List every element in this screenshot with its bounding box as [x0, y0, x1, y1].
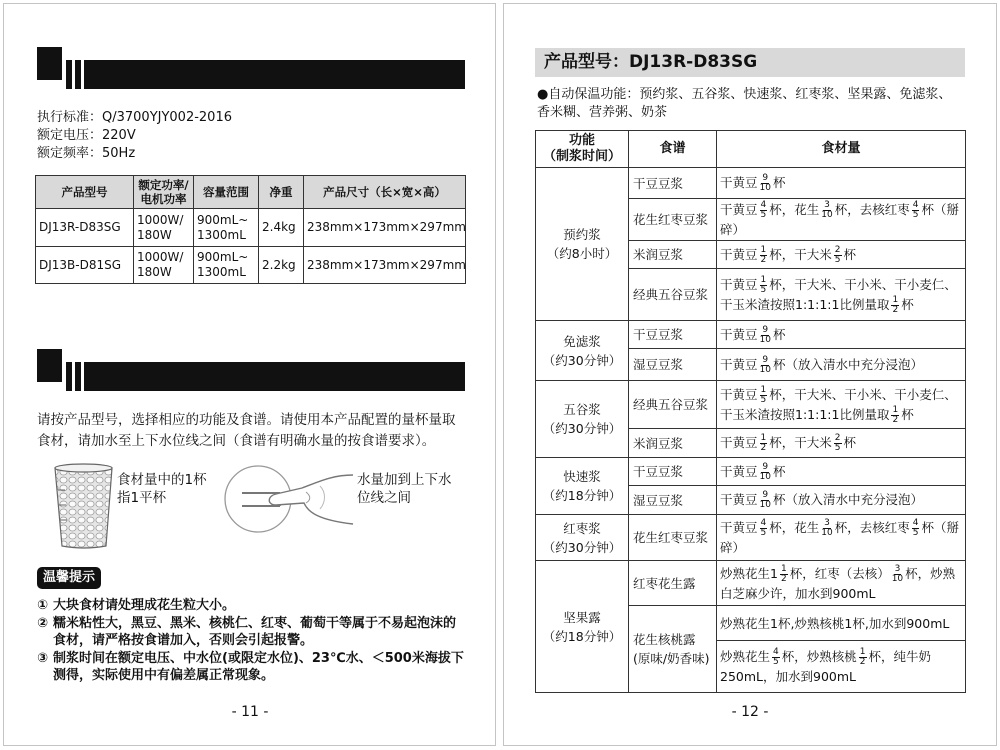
fraction-numerator: 1 [760, 433, 767, 443]
fraction-denominator: 5 [773, 657, 779, 667]
ingredient-text: 杯 [901, 406, 914, 422]
fraction-numerator: 9 [762, 173, 769, 183]
ingredient-text: 杯，纯牛奶250mL，加水到900mL [720, 649, 932, 684]
ingredient-amount-cell [717, 199, 966, 241]
header-recipe: 食谱 [629, 131, 717, 168]
ingredient-amount-cell [717, 515, 966, 561]
fraction-numerator: 1 [892, 294, 899, 305]
function-cell: 五谷浆 （约30分钟） [536, 381, 629, 458]
fraction-numerator: 1 [892, 404, 899, 415]
fraction [760, 519, 768, 538]
ingredient-amount-cell [717, 458, 966, 486]
ingredient-text: 炒熟花生 [720, 649, 771, 664]
ingredient-text: 杯 [843, 246, 857, 262]
fraction-denominator: 2 [859, 657, 866, 667]
recipe-name-cell: 干豆豆浆 [629, 168, 717, 199]
tip-item [37, 650, 467, 685]
ingredient-text: 杯，干大米 [769, 435, 832, 450]
fraction [760, 201, 768, 220]
fraction [760, 174, 771, 193]
tips-list [37, 597, 467, 685]
model-table-cell: 900mL~ 1300mL [194, 209, 259, 247]
fraction [780, 565, 788, 584]
model-table-header-cell: 额定功率/ 电机功率 [134, 176, 194, 209]
ingredient-amount-cell [717, 606, 966, 641]
recipe-name-cell: 干豆豆浆 [629, 458, 717, 486]
tip-marker: ③ [37, 650, 49, 666]
spec-list [37, 109, 232, 163]
header-function: 功能 （制浆时间） [536, 131, 629, 168]
ingredient-text: 杯，干大米 [769, 246, 832, 262]
fraction [821, 519, 832, 538]
fraction-numerator: 9 [762, 490, 769, 500]
recipe-name-cell: 米润豆浆 [629, 241, 717, 269]
fraction-denominator: 2 [892, 304, 899, 315]
fraction-numerator: 4 [773, 647, 779, 657]
bar-stripe [72, 362, 75, 391]
ingredient-amount-cell [717, 486, 966, 515]
tip-marker: ② [37, 615, 49, 631]
recipe-name-cell: 米润豆浆 [629, 429, 717, 458]
ingredient-amount-cell [717, 321, 966, 349]
fraction [760, 326, 771, 345]
model-table-cell: 2.2kg [259, 247, 304, 284]
ingredient-amount-cell [717, 269, 966, 321]
function-cell: 免滤浆 （约30分钟） [536, 321, 629, 381]
tip-text: 制浆时间在额定电压、中水位(或限定水位)、23℃水、＜500米海拔下测得，实际使用中有偏差属正常现象。 [53, 650, 464, 683]
fraction-numerator: 9 [762, 324, 769, 335]
ingredient-amount-cell [717, 381, 966, 429]
recipe-row [536, 515, 966, 561]
bar-stripe [81, 60, 84, 89]
bar-stripe [72, 60, 75, 89]
fraction-denominator: 5 [912, 528, 919, 538]
fraction-numerator: 1 [859, 647, 866, 657]
fraction-denominator: 10 [759, 500, 771, 510]
model-table-cell: 2.4kg [259, 209, 304, 247]
bar-stripe [81, 362, 84, 391]
fraction-numerator: 1 [760, 244, 767, 255]
tip-marker: ① [37, 598, 49, 613]
model-table-cell: 1000W/ 180W [134, 209, 194, 247]
fraction [834, 434, 842, 453]
fraction-numerator: 4 [760, 518, 767, 528]
ingredient-text: 杯 [772, 326, 786, 342]
page-number: - 11 - [231, 704, 269, 720]
fraction-denominator: 2 [780, 573, 787, 584]
fraction-denominator: 5 [760, 210, 767, 220]
ingredient-text: 杯 [772, 463, 786, 479]
recipe-name-cell: 花生核桃露 (原味/奶香味) [629, 606, 717, 693]
chapter-square-mark [37, 47, 62, 80]
ingredient-text: 杯（放入清水中充分浸泡） [772, 492, 923, 507]
fraction [912, 201, 920, 220]
model-header-bar: 产品型号：DJ13R-D83SG [535, 48, 965, 77]
recipe-table-header-row [536, 131, 966, 168]
ingredient-text: 干黄豆 [720, 326, 758, 342]
fraction [892, 565, 903, 584]
fraction-denominator: 5 [834, 254, 841, 265]
ingredient-text: 干黄豆 [720, 463, 758, 479]
fraction [760, 276, 768, 295]
model-table-row [36, 209, 466, 247]
fraction-numerator: 2 [834, 244, 841, 255]
model-table-row [36, 247, 466, 284]
fraction [859, 648, 867, 667]
ingredient-text: 杯，炒熟白芝麻少许，加水到900mL [720, 565, 956, 601]
ingredient-text: 杯 [772, 175, 786, 190]
ingredient-text: 杯，干大米、干小米、干小麦仁、干玉米渣按照1:1:1:1比例量取 [720, 386, 957, 422]
ingredient-text: 杯，红枣（去核） [789, 565, 890, 581]
function-cell: 坚果露 （约18分钟） [536, 561, 629, 693]
fraction-denominator: 10 [891, 573, 904, 584]
recipe-table [535, 130, 966, 693]
ingredient-text: 杯，花生 [769, 520, 820, 535]
fraction [772, 648, 780, 667]
fraction-numerator: 9 [762, 461, 769, 472]
recipe-name-cell: 湿豆豆浆 [629, 349, 717, 381]
model-table-cell: DJ13R-D83SG [36, 209, 134, 247]
ingredient-text: 杯，干大米、干小米、干小麦仁、干玉米渣按照1:1:1:1比例量取 [720, 276, 957, 312]
model-table-cell: 238mm×173mm×297mm [304, 247, 466, 284]
ingredient-text: 杯，去核红枣 [834, 202, 910, 217]
fraction-denominator: 2 [760, 254, 767, 265]
recipe-row [536, 561, 966, 606]
ingredient-text: 杯（掰碎） [720, 520, 959, 555]
model-table-header-cell: 净重 [259, 176, 304, 209]
spec-voltage: 额定电压：220V [37, 128, 136, 143]
fraction [760, 246, 768, 265]
ingredient-text: 杯（掰碎） [720, 202, 959, 237]
model-table-cell: 238mm×173mm×297mm [304, 209, 466, 247]
model-table-cell: 900mL~ 1300mL [194, 247, 259, 284]
ingredient-amount-cell [717, 429, 966, 458]
fraction-denominator: 5 [760, 394, 767, 405]
water-level-caption: 水量加到上下水 位线之间 [357, 472, 452, 506]
auto-keep-warm-note: ●自动保温功能：预约浆、五谷浆、快速浆、红枣浆、坚果露、免滤浆、香米糊、营养粥、奶茶 [537, 87, 952, 120]
recipe-row [536, 381, 966, 429]
ingredient-text: 杯（放入清水中充分浸泡） [772, 356, 923, 372]
fraction-numerator: 3 [824, 518, 830, 528]
ingredient-text: 干黄豆 [720, 435, 758, 450]
ingredient-text: 干黄豆 [720, 386, 758, 402]
fraction-numerator: 4 [912, 518, 919, 528]
ingredient-text: 干黄豆 [720, 356, 758, 372]
fraction [760, 434, 768, 453]
fraction-denominator: 10 [759, 364, 771, 375]
ingredient-text: 干黄豆 [720, 492, 758, 507]
fraction [760, 356, 771, 375]
ingredient-amount-cell [717, 168, 966, 199]
model-table-header-cell: 产品尺寸（长×宽×高） [304, 176, 466, 209]
recipe-name-cell: 花生红枣豆浆 [629, 515, 717, 561]
tip-item [37, 597, 467, 615]
model-table-header-cell: 产品型号 [36, 176, 134, 209]
model-table-header-row [36, 176, 466, 209]
measuring-cup-illustration [50, 460, 120, 552]
ingredient-text: 杯，去核红枣 [834, 520, 910, 535]
tip-text: 糯米粘性大，黑豆、黑米、核桃仁、红枣、葡萄干等属于不易起泡沫的食材，请严格按食谱加入，否则会引起报警。 [53, 615, 457, 648]
recipe-name-cell: 红枣花生露 [629, 561, 717, 606]
ingredient-text: 杯，炒熟核桃 [781, 649, 857, 664]
fraction-denominator: 5 [912, 210, 919, 220]
fraction-numerator: 1 [780, 563, 787, 574]
ingredient-text: 杯，花生 [769, 202, 820, 217]
fraction-numerator: 1 [760, 384, 767, 395]
page-number: - 12 - [731, 704, 769, 720]
model-table-header-cell: 容量范围 [194, 176, 259, 209]
chapter-title: 第六章 机型规格参数 [199, 150, 384, 172]
ingredient-text: 干黄豆 [720, 276, 758, 292]
ingredient-amount-cell [717, 561, 966, 606]
fraction [760, 491, 771, 510]
intro-paragraph: 请按产品型号，选择相应的功能及食谱。请使用本产品配置的量杯量取食材，请加水至上下水位线之间（食谱有明确水量的按食谱要求）。 [37, 412, 456, 449]
fraction-denominator: 5 [834, 443, 841, 453]
fraction-numerator: 9 [762, 354, 769, 365]
fraction [912, 519, 920, 538]
recipe-name-cell: 湿豆豆浆 [629, 486, 717, 515]
recipe-name-cell: 经典五谷豆浆 [629, 269, 717, 321]
model-spec-table [35, 175, 466, 284]
tips-badge: 温馨提示 [37, 567, 101, 589]
header-ingredients: 食材量 [717, 131, 966, 168]
ingredient-text: 杯 [843, 435, 857, 450]
spec-standard: 执行标准：Q/3700YJY002-2016 [37, 110, 233, 125]
chapter-title: 第七章 功能及食谱 [209, 452, 375, 474]
fraction-numerator: 4 [912, 200, 919, 210]
recipe-name-cell: 经典五谷豆浆 [629, 381, 717, 429]
fraction-denominator: 2 [892, 414, 899, 425]
function-cell: 预约浆 （约8小时） [536, 168, 629, 321]
fraction-numerator: 4 [760, 200, 767, 210]
function-cell: 红枣浆 （约30分钟） [536, 515, 629, 561]
recipe-row [536, 321, 966, 349]
model-table-cell: DJ13B-D81SG [36, 247, 134, 284]
fraction [821, 201, 832, 220]
fraction-denominator: 10 [759, 471, 771, 482]
fraction-numerator: 2 [834, 433, 841, 443]
ingredient-amount-cell [717, 241, 966, 269]
chapter-square-mark [37, 349, 62, 382]
fraction [891, 406, 899, 425]
fraction [760, 386, 768, 405]
ingredient-amount-cell [717, 641, 966, 693]
recipe-row [536, 458, 966, 486]
fraction [891, 296, 899, 315]
recipe-name-cell: 花生红枣豆浆 [629, 199, 717, 241]
ingredient-text: 干黄豆 [720, 246, 758, 262]
tip-text: 大块食材请处理成花生粒大小。 [53, 598, 236, 613]
fraction [834, 246, 842, 265]
cup-caption: 食材量中的1杯 指1平杯 [117, 472, 207, 506]
fraction-denominator: 10 [759, 183, 771, 193]
fraction-denominator: 10 [821, 528, 833, 538]
fraction-denominator: 5 [760, 528, 767, 538]
ingredient-amount-cell [717, 349, 966, 381]
water-level-hand-illustration [220, 462, 355, 537]
fraction-denominator: 10 [821, 210, 833, 220]
function-cell: 快速浆 （约18分钟） [536, 458, 629, 515]
ingredient-text: 炒熟花生1 [720, 565, 778, 581]
fraction-numerator: 3 [824, 200, 830, 210]
recipe-row [536, 168, 966, 199]
fraction-denominator: 2 [760, 443, 767, 453]
fraction-denominator: 10 [759, 334, 771, 345]
ingredient-text: 干黄豆 [720, 175, 758, 190]
ingredient-text: 干黄豆 [720, 520, 758, 535]
fraction-numerator: 3 [894, 563, 901, 574]
spec-frequency: 额定频率：50Hz [37, 146, 136, 161]
tip-item [37, 615, 467, 650]
fraction-denominator: 5 [760, 284, 767, 295]
fraction-numerator: 1 [760, 274, 767, 285]
ingredient-text: 炒熟花生1杯,炒熟核桃1杯,加水到900mL [720, 615, 950, 631]
fraction [760, 463, 771, 482]
model-table-cell: 1000W/ 180W [134, 247, 194, 284]
recipe-name-cell: 干豆豆浆 [629, 321, 717, 349]
ingredient-text: 干黄豆 [720, 202, 758, 217]
ingredient-text: 杯 [901, 296, 914, 312]
